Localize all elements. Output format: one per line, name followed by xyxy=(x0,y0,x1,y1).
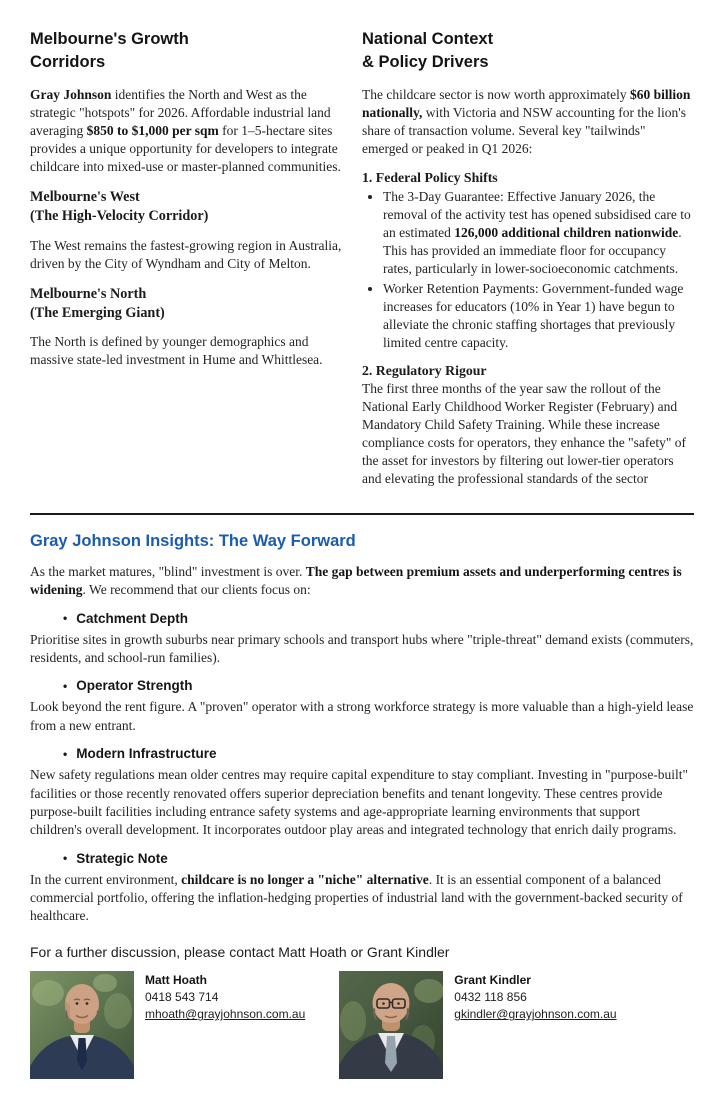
contact-details-matt-hoath xyxy=(145,971,305,1079)
policy-bullet-list xyxy=(362,188,694,353)
person-phone: 0432 118 856 xyxy=(454,990,527,1005)
right-heading-line-2: & Policy Drivers xyxy=(362,52,489,71)
grant-kindler-photo xyxy=(339,971,443,1079)
person-name: Grant Kindler xyxy=(454,972,531,987)
contact-details-grant-kindler xyxy=(454,971,616,1079)
left-column xyxy=(30,28,345,500)
right-intro-paragraph: The childcare sector is now worth approximately $60 billion nationally, with Victoria and NSW accounting for the lion's share of transaction volume. Several key "tailwinds" emerged or peaked in Q1 2026: xyxy=(362,86,691,156)
insight-label-text: Catchment Depth xyxy=(76,610,188,626)
section-divider xyxy=(30,513,694,515)
subheading-melbournes-west xyxy=(30,188,345,227)
insights-heading: Gray Johnson Insights: The Way Forward xyxy=(30,532,356,551)
insight-label-modern-infrastructure xyxy=(63,746,694,761)
insight-body-catchment-depth: Prioritise sites in growth suburbs near primary schools and transport hubs where "triple-threat" demand exists (commuters, residents, and school-run families). xyxy=(30,631,694,666)
subhead-line: Melbourne's North xyxy=(30,285,147,302)
north-paragraph: The North is defined by younger demographics and massive state-led investment in Hume and Whittlesea. xyxy=(30,334,323,368)
left-heading-line-2: Corridors xyxy=(30,52,106,71)
right-heading-line-1: National Context xyxy=(362,30,494,48)
insight-body-operator-strength: Look beyond the rent figure. A "proven" operator with a strong workforce strategy is more valuable than a high-yield lease from a new entrant. xyxy=(30,699,694,733)
bullet-icon: • xyxy=(63,746,68,761)
insight-label-operator-strength xyxy=(63,678,694,693)
person-email-link[interactable]: gkindler@grayjohnson.com.au xyxy=(454,1007,617,1022)
policy-bullet-item: • Worker Retention Payments: Government-funded wage increases for educators (10% in Year 1) have begun to alleviate the chronic staffing shortages that previously limited centre capacity. xyxy=(383,280,694,352)
contact-section xyxy=(30,944,694,1079)
left-column-heading xyxy=(30,28,345,74)
insights-section xyxy=(30,532,694,926)
bullet-icon: • xyxy=(63,611,68,626)
subheading-federal-policy: 1. Federal Policy Shifts xyxy=(362,169,498,185)
policy-bullet-item: • The 3-Day Guarantee: Effective January 2026, the removal of the activity test has opened subsidised care to an estimated 126,000 additional children nationwide. This has provided an immediate floor for occupancy rates, particularly in lower-socioeconomic catchments. xyxy=(383,188,694,278)
insights-intro-paragraph: As the market matures, "blind" investment is over. The gap between premium assets and underperforming centres is widening. We recommend that our clients focus on: xyxy=(30,564,682,598)
bullet-icon: • xyxy=(63,851,68,866)
right-column-heading xyxy=(362,28,694,74)
matt-hoath-photo xyxy=(30,971,134,1079)
insight-label-text: Strategic Note xyxy=(76,850,168,866)
contact-card-grant-kindler xyxy=(339,971,616,1079)
subheading-melbournes-north xyxy=(30,285,345,324)
person-phone: 0418 543 714 xyxy=(145,990,219,1005)
insight-body-strategic-note: In the current environment, childcare is no longer a "niche" alternative. It is an essential component of a balanced commercial portfolio, offering the inflation-hedging properties of industrial land with the government-backed security of healthcare. xyxy=(30,871,683,924)
insight-label-catchment-depth xyxy=(63,611,694,626)
person-name: Matt Hoath xyxy=(145,972,207,987)
left-intro-paragraph: Gray Johnson identifies the North and West as the strategic "hotspots" for 2026. Affordable industrial land averaging $850 to $1,000 per sqm for 1–5-hectare sites provides a unique opportunity for developers to integrate childcare into mixed-use or master-planned communities. xyxy=(30,86,341,174)
left-heading-line-1: Melbourne's Growth xyxy=(30,30,189,48)
subhead-line: (The High-Velocity Corridor) xyxy=(30,208,209,225)
bullet-icon: • xyxy=(63,678,68,693)
contact-card-matt-hoath xyxy=(30,971,305,1079)
contact-cards xyxy=(30,971,694,1079)
subheading-regulatory-rigour: 2. Regulatory Rigour xyxy=(362,362,487,378)
top-columns xyxy=(30,28,694,500)
insight-label-text: Operator Strength xyxy=(76,678,193,694)
regulatory-paragraph: The first three months of the year saw the rollout of the National Early Childhood Worker Register (February) and Mandatory Child Safety Training. While these increase compliance costs for operators, they enhance the "safety" of the asset for investors by filtering out lower-tier operators and elevating the professional standards of the sector xyxy=(362,380,687,486)
person-email-link[interactable]: mhoath@grayjohnson.com.au xyxy=(145,1007,306,1022)
subhead-line: Melbourne's West xyxy=(30,188,140,205)
insight-label-text: Modern Infrastructure xyxy=(76,746,217,762)
insight-body-modern-infrastructure: New safety regulations mean older centres may require capital expenditure to stay compliant. Investing in "purpose-built" facilities or those recently renovated offers superior depreciation benefits and tenant longevity. These centres provide purpose-built facilities including entrance safety systems and age-appropriate learning environments that support children's overall development. It incorporates outdoor play areas and integrated technology that enrich daily programs. xyxy=(30,767,689,838)
subhead-line: (The Emerging Giant) xyxy=(30,305,165,322)
insight-label-strategic-note xyxy=(63,851,694,866)
west-paragraph: The West remains the fastest-growing region in Australia, driven by the City of Wyndham and City of Melton. xyxy=(30,237,342,271)
right-column xyxy=(362,28,694,500)
contact-intro-line: For a further discussion, please contact Matt Hoath or Grant Kindler xyxy=(30,943,450,960)
